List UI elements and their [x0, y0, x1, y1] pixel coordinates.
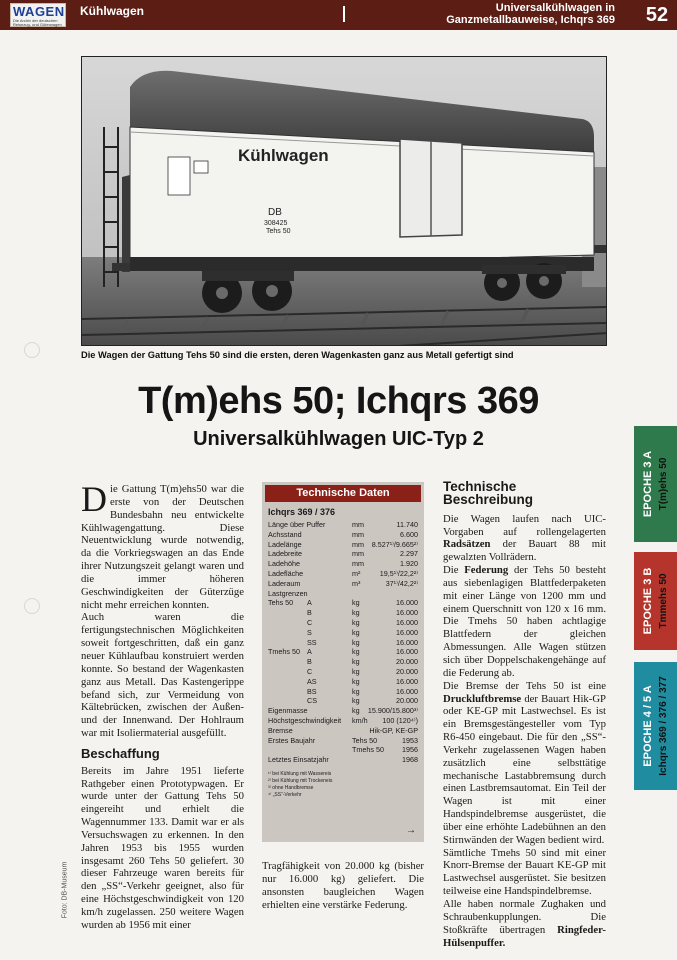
- epoch-tab-4-5a: [634, 662, 677, 790]
- technical-data-row: [262, 598, 424, 608]
- row-unit: m³: [352, 578, 361, 588]
- note-3: ³⁾ ohne Handbremse: [268, 784, 314, 791]
- technical-data-row: [262, 540, 424, 550]
- technical-data-row: [262, 549, 424, 559]
- technical-data-row: [262, 559, 424, 569]
- row-label: Laderaum: [268, 578, 301, 588]
- row-sub: CS: [307, 696, 317, 706]
- row-sub: A: [307, 647, 312, 657]
- row-sub: B: [307, 608, 312, 618]
- note-1: ¹⁾ bei Kühlung mit Wassereis: [268, 770, 332, 777]
- row-label: Ladehöhe: [268, 559, 300, 569]
- row-value: 1968: [402, 755, 418, 765]
- row-unit: Tmehs 50: [352, 745, 384, 755]
- technical-data-row: [262, 667, 424, 677]
- technical-data-row: [262, 628, 424, 638]
- technical-data-row: [262, 530, 424, 540]
- row-sub: B: [307, 657, 312, 667]
- technical-data-row: [262, 687, 424, 697]
- row-sub: A: [307, 598, 312, 608]
- row-unit: kg: [352, 666, 360, 676]
- row-unit: kg: [352, 627, 360, 637]
- epoch-tab-3a-label: EPOCHE 3 A: [641, 450, 654, 518]
- row-label: Letztes Einsatzjahr: [268, 755, 329, 765]
- wheelsets-text-c: der Bauart 88 mit gewalzten Vollrädern.: [443, 538, 606, 564]
- row-value: 16.000: [396, 608, 418, 618]
- technical-data-box: [262, 482, 424, 842]
- left-column: [81, 479, 244, 932]
- row-label: Achsstand: [268, 529, 302, 539]
- category-title: Kühlwagen: [80, 4, 145, 18]
- technical-data-row: [262, 618, 424, 628]
- row-sub: C: [307, 666, 313, 676]
- epoch-tab-4-5a-label: EPOCHE 4 / 5 A: [641, 685, 654, 767]
- row-label: Höchstgeschwindigkeit: [268, 715, 342, 725]
- row-label: Bremse: [268, 725, 293, 735]
- technical-data-row: [262, 726, 424, 736]
- article-title: T(m)ehs 50; Ichqrs 369: [138, 380, 539, 422]
- binder-hole-bottom: [24, 598, 40, 614]
- row-value: Hik-GP, KE-GP: [369, 725, 418, 735]
- technical-data-row: [262, 520, 424, 530]
- row-unit: mm: [352, 529, 364, 539]
- header-topic-line1: Universalkühlwagen in: [495, 2, 615, 14]
- technical-data-row: [262, 677, 424, 687]
- row-unit: kg: [352, 617, 360, 627]
- header-topic-line2: Ganzmetallbauweise, Ichqrs 369: [446, 14, 615, 26]
- technical-data-row: [262, 608, 424, 618]
- technical-data-notes: [268, 771, 424, 799]
- binder-hole-top: [24, 342, 40, 358]
- row-value: 1.920: [400, 559, 418, 569]
- right-column: [443, 481, 606, 949]
- technical-data-row: [262, 647, 424, 657]
- row-label: Ladefläche: [268, 568, 304, 578]
- brake-text-a: Die Bremse der Tehs 50 ist eine: [443, 679, 606, 692]
- row-unit: kg: [352, 696, 360, 706]
- row-value: 15.900/15.800³⁾: [367, 706, 418, 716]
- continuation-paragraph: Tragfähigkeit von 20.000 kg (bisher nur 16.000 kg) geliefert. Die ansonsten baugleichen Wagen erhielten eine verstärke Federung.: [262, 860, 424, 911]
- wheelsets-bold: Radsätzen: [443, 538, 491, 551]
- row-label: Lastgrenzen: [268, 588, 308, 598]
- technical-data-heading: Technische Daten: [265, 485, 421, 502]
- row-value: 16.000: [396, 627, 418, 637]
- header-bar: [0, 0, 677, 30]
- row-unit: kg: [352, 686, 360, 696]
- row-sub: SS: [307, 637, 317, 647]
- technical-data-row: [262, 569, 424, 579]
- row-value: 16.000: [396, 647, 418, 657]
- note-2: ²⁾ bei Kühlung mit Trockeneis: [268, 777, 333, 784]
- epoch-tab-3b-label: EPOCHE 3 B: [641, 567, 654, 635]
- row-value: 11.740: [396, 520, 418, 529]
- technical-data-row: [262, 716, 424, 726]
- coupling-text-a: Alle haben normale Zughaken und Schraubenkupplungen. Die Stoßkräfte übertragen: [443, 898, 606, 936]
- row-value: 1956: [402, 745, 418, 755]
- row-unit: km/h: [352, 715, 368, 725]
- row-value: 20.000: [396, 666, 418, 676]
- row-sub: BS: [307, 686, 317, 696]
- row-unit: kg: [352, 657, 360, 667]
- magazine-logo: [10, 3, 66, 27]
- row-unit: kg: [352, 598, 360, 608]
- technical-data-row: [262, 706, 424, 716]
- paragraph-3: Bereits im Jahre 1951 lieferte Rathgeber einen Prototypwagen. Er wurde unter der Gattung Tehs 50 eingereiht und erhielt die Wagennummer 133. Damit war er als Versuchswagen zu erkennen. In den Jahren 1953 bis 1955 wurden insgesamt 260 Tehs 50 geliefert. 30 dieser Fahrzeuge waren bereits für den „SS“-Verkehr geeignet, also für eine Höchstgeschwindigkeit von 120 km/h zugelassen. 250 weitere Wagen wurden ab 1956 mit einer: [81, 764, 244, 931]
- paragraph-2: Auch waren die fertigungstechnischen Möglichkeiten soweit fortgeschritten, daß ein ganz neuer Kühlaufbau konstruiert werden konnte. So bestand der Wagenkasten ganz aus Metall. Das Kastengerippe befand sich, zur Vermeidung von Kältebrücken, zwischen der Außen- und der Innenwand. Der Hohlraum war mit Isoliermaterial ausgefüllt.: [81, 611, 244, 740]
- row-unit: kg: [352, 608, 360, 618]
- paragraph-coupling: [443, 898, 606, 949]
- logo-text: WAGEN: [13, 4, 65, 19]
- wagon-number: 308425: [264, 220, 288, 227]
- technical-data-row: [262, 638, 424, 648]
- logo-subtitle: Die Archiv der deutschen Reisezug- und Güterwagen: [13, 18, 62, 27]
- intro-paragraph: [81, 479, 244, 611]
- reporting-marks: DB: [268, 207, 282, 218]
- row-unit: kg: [352, 676, 360, 686]
- technical-data-subheading: Ichqrs 369 / 376: [268, 507, 336, 517]
- header-divider: [343, 6, 345, 22]
- row-value: 6.600: [400, 529, 418, 539]
- epoch-tab-3a: [634, 426, 677, 542]
- paragraph-suspension: [443, 564, 606, 680]
- technical-data-row: [262, 579, 424, 589]
- epoch-tab-3b-wagon: Tmmehs 50: [657, 573, 669, 629]
- technical-data-row: [262, 589, 424, 599]
- epoch-tab-3a-wagon: T(m)ehs 50: [657, 457, 669, 511]
- row-value: 8.527¹⁾/9.665²⁾: [371, 539, 418, 549]
- drop-cap: D: [81, 479, 107, 519]
- intro-text: ie Gattung T(m)ehs50 war die erste von der Deutschen Bundesbahn neu entwickelte Kühlwagengattung. Diese Neuentwicklung wurde notwendig, da die Vorkriegswagen an das Ende ihrer Nutzungszeit gelangt waren und die immer höheren Geschwindigkeiten der Güterzüge nicht mehr erreichen konnten.: [81, 483, 244, 611]
- row-value: 19,5¹⁾/22,2²⁾: [379, 568, 418, 578]
- row-unit: kg: [352, 637, 360, 647]
- row-unit: mm: [352, 559, 364, 569]
- photo-caption: Die Wagen der Gattung Tehs 50 sind die ersten, deren Wagenkasten ganz aus Metall gefertigt sind: [81, 350, 514, 360]
- wheelsets-text-a: Die Wagen laufen nach UIC-Vorgaben auf rollengelagerten: [443, 512, 606, 538]
- row-label: Länge über Puffer: [268, 520, 326, 529]
- row-value: 37¹⁾/42,2²⁾: [385, 578, 418, 588]
- row-value: 20.000: [396, 696, 418, 706]
- row-sub: C: [307, 617, 313, 627]
- paragraph-knorr: Sämtliche Tmehs 50 sind mit einer Knorr-Bremse der Bauart KE-GP mit Lastwechsel ausgerüstet. Sie besitzen teilweise eine Handspindelbremse.: [443, 846, 606, 898]
- row-label: Ladebreite: [268, 549, 302, 559]
- row-unit: mm: [352, 520, 364, 529]
- technical-data-row: [262, 696, 424, 706]
- row-label: Tmehs 50: [268, 647, 300, 657]
- row-unit: kg: [352, 647, 360, 657]
- row-value: 16.000: [396, 686, 418, 696]
- row-label: Eigenmasse: [268, 706, 308, 716]
- row-label: Erstes Baujahr: [268, 735, 316, 745]
- row-value: 16.000: [396, 598, 418, 608]
- row-unit: kg: [352, 706, 360, 716]
- technical-data-row: [262, 736, 424, 746]
- photo-credit: [58, 855, 72, 925]
- middle-column: [262, 860, 424, 911]
- wagon-photo: [81, 56, 607, 346]
- row-value: 16.000: [396, 676, 418, 686]
- row-value: 16.000: [396, 617, 418, 627]
- wagon-illustration: [82, 57, 607, 346]
- technical-data-row: [262, 755, 424, 765]
- epoch-tab-4-5a-wagon: Ichqrs 369 / 376 / 377: [657, 676, 669, 776]
- epoch-tab-3b: [634, 552, 677, 650]
- row-sub: S: [307, 627, 312, 637]
- page-number: 52: [637, 0, 677, 30]
- row-value: 20.000: [396, 657, 418, 667]
- brake-bold: Druckluftbremse: [443, 692, 522, 705]
- continue-arrow: →: [406, 825, 416, 836]
- technical-data-rows: [262, 520, 424, 765]
- row-value: 16.000: [396, 637, 418, 647]
- row-unit: mm: [352, 539, 364, 549]
- section-heading-technical: Technische Beschreibung: [443, 479, 534, 507]
- article-subtitle: Universalkühlwagen UIC-Typ 2: [193, 428, 484, 450]
- section-heading-procurement: Beschaffung: [81, 745, 160, 761]
- coupling-bold: Ringfeder-Hülsenpuffer.: [443, 923, 606, 949]
- photo-credit-text: Foto: DB-Museum: [61, 861, 69, 919]
- row-label: Ladelänge: [268, 539, 302, 549]
- wagon-lettering: Kühlwagen: [238, 146, 329, 165]
- row-label: Tehs 50: [268, 598, 294, 608]
- brake-text-c: der Bauart Hik-GP oder KE-GP mit Lastwechsel. Es ist ein Bremsgestängesteller vom Typ R6-450 eingebaut. Die für den „SS“-Verkehr zugelassenen Wagen haben zusätzlich eine selbsttätige mechanische Lastabbremsung durch einen Lastbremsautomat. Ein Teil der Wagen ist mit einer Handspindelbremse ausgerüstet, die über eine erhöhte Ladebühnen an den Stirnwänden der Wagen bedient wird.: [443, 692, 606, 846]
- paragraph-brake: [443, 680, 606, 847]
- suspension-bold: Federung: [464, 564, 509, 577]
- paragraph-wheelsets: [443, 513, 606, 564]
- row-unit: m²: [352, 568, 361, 578]
- technical-data-row: [262, 745, 424, 755]
- wagon-class: Tehs 50: [266, 228, 291, 235]
- row-value: 1953: [402, 735, 418, 745]
- row-unit: mm: [352, 549, 364, 559]
- technical-data-row: [262, 657, 424, 667]
- suspension-text-c: der Tehs 50 besteht aus siebenlagigen Blattfederpaketen mit einer Länge von 1200 mm und einem Querschnitt von 120 x 16 mm. Die Tmehs 50 haben achtlagige Blattfedern der gleichen Abmessungen. Alle Wagen stützen sich über Doppelschakengehänge auf die Federung ab.: [443, 564, 606, 679]
- row-unit: Tehs 50: [352, 735, 378, 745]
- row-value: 100 (120⁴⁾): [382, 715, 418, 725]
- suspension-text-a: Die: [443, 564, 465, 577]
- row-value: 2.297: [400, 549, 418, 559]
- header-topic: [446, 2, 615, 26]
- note-4: ⁴⁾ „SS“-Verkehr: [268, 791, 302, 798]
- row-sub: AS: [307, 676, 317, 686]
